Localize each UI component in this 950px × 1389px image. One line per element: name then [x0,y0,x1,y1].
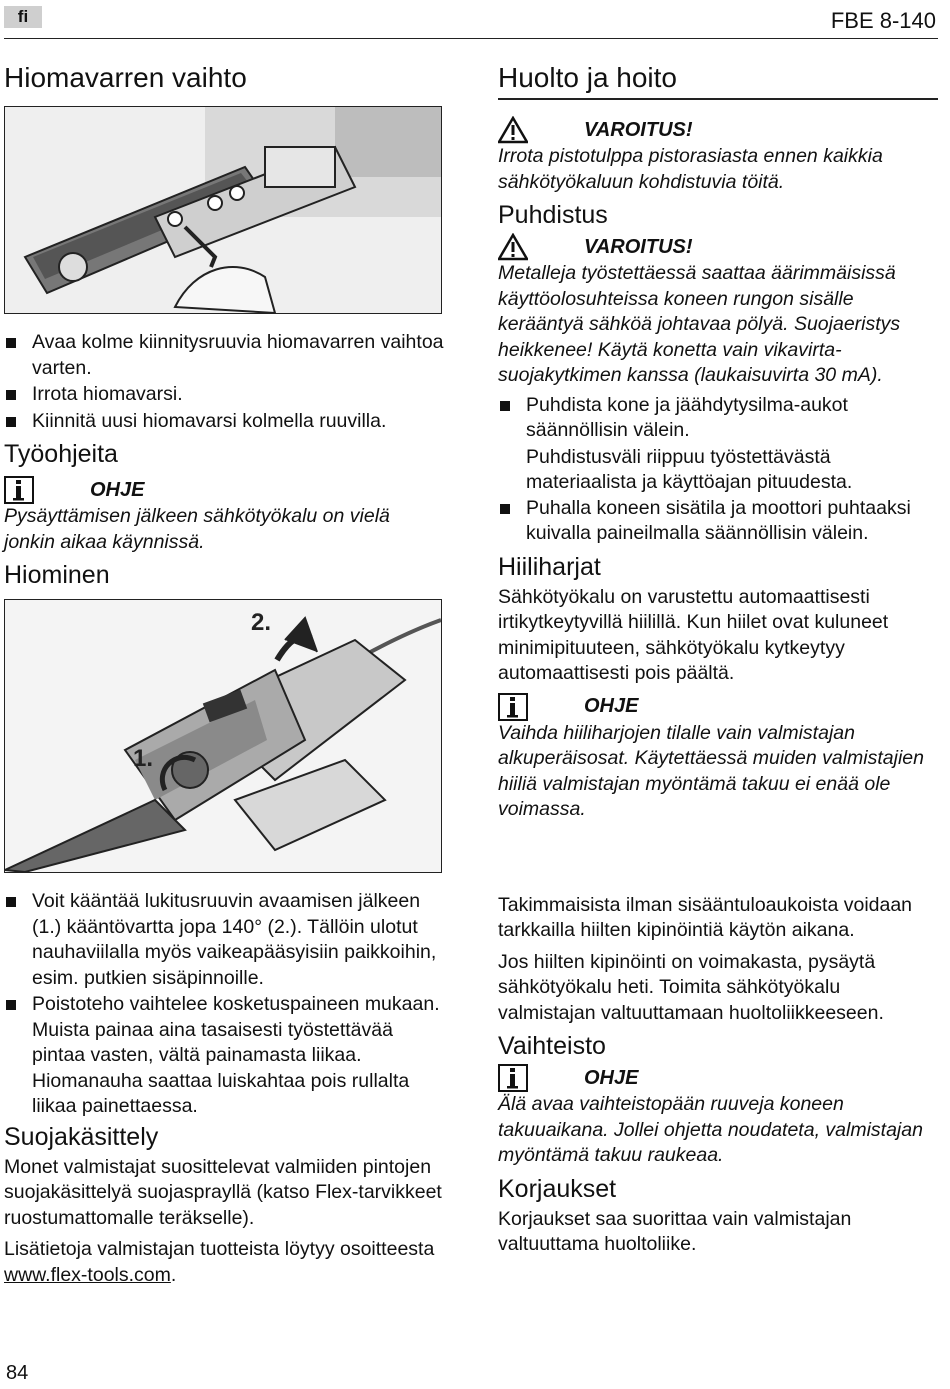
left-column [4,60,444,1290]
arm-change-figure [4,106,442,314]
spacer [498,827,938,893]
list-item: Puhdista kone ja jäähdytysilma-aukot säännöllisin välein. [498,393,938,444]
carbon-brushes-heading: Hiiliharjat [498,552,601,581]
list-item: Poistoteho vaihtelee kosketuspaineen mukaan. Muista painaa aina tasaisesti työstettävää pintaa vasten, vältä painamasta liikaa. Hiomanauha saattaa luiskahtaa pois rullalta liikaa painettaessa. [4,992,444,1120]
list-item: Avaa kolme kiinnitysruuvia hiomavarren vaihtoa varten. [4,330,444,381]
maintenance-title-block [498,60,938,100]
note-text: Älä avaa vaihteistopään ruuveja koneen takuuaikana. Jollei ohjetta noudateta, valmistajan myöntämä takuu raukeaa. [498,1093,923,1166]
protection-more-info: Lisätietoja valmistajan tuotteista löytyy osoitteesta www.flex-tools.com. [4,1238,435,1286]
figure-label-1: 1. [133,745,154,772]
cleaning-list [498,393,938,444]
list-item: Puhalla koneen sisätila ja moottori puhtaaksi kuivalla paineilmalla säännöllisin välein. [498,496,938,547]
info-icon [498,1064,528,1092]
note-label: OHJE [584,1066,639,1089]
warning-notice [498,116,938,195]
figure-label-2: 2. [251,609,272,636]
list-item: Voit kääntää lukitusruuvin avaamisen jälkeen (1.) kääntövartta jopa 140° (2.). Tällöin ulotut nauhaviilalla myös vaikeapääsyisiin paikkoihin, esim. putkien sisäpinnoille. [4,889,444,991]
arm-change-title: Hiomavarren vaihto [4,62,247,93]
warning-text: Metalleja työstettäessä saattaa äärimmäisissä käyttöolosuhteissa koneen rungon sisälle kerääntyä sähköä johtavaa pölyä. Suojaeristys heikkenee! Käytä konetta vain vikavirta-suojakytkimen kanssa (laukaisuvirta 30 mA). [498,262,901,386]
header-rule [4,38,938,39]
bullet-square-icon [6,417,16,427]
cleaning-interval-text: Puhdistusväli riippuu työstettävästä materiaalista ja käyttöajan pituudesta. [526,445,853,493]
note-label: OHJE [584,695,639,717]
bullet-square-icon [6,897,16,907]
warning-label: VAROITUS! [584,118,693,141]
repairs-heading: Korjaukset [498,1174,617,1203]
bullet-square-icon [6,1000,16,1010]
grinding-illustration [5,600,441,872]
note-text: Pysäyttämisen jälkeen sähkötyökalu on vielä jonkin aikaa käynnissä. [4,505,390,553]
note-label: OHJE [90,478,145,501]
carbon-brushes-text: Sähkötyökalu on varustettu automaattisesti irtikytkeytyvillä hiilillä. Kun hiilet ovat kuluneet minimipituuteen, sähkötyökalu kytkeytyy automaattisesti pois päältä. [498,585,889,684]
gearbox-note [498,1064,938,1169]
list-item: Kiinnitä uusi hiomavarsi kolmella ruuvilla. [4,409,444,435]
cleaning-heading: Puhdistus [498,201,608,229]
maintenance-title: Huolto ja hoito [498,62,678,93]
note-text: Vaihda hiiliharjojen tilalle vain valmistajan alkuperäisosat. Käytettäessä muiden valmistajien hiiliä valmistajan myöntämä takuu ei enää ole voimassa. [498,721,924,820]
website-link[interactable]: www.flex-tools.com [4,1263,171,1286]
info-icon [4,476,34,504]
arm-change-illustration [5,107,441,313]
sparking-text: Takimmaisista ilman sisääntuloaukoista voidaan tarkkailla hiilten kipinöintiä käytön aikana. [498,893,913,941]
arm-change-steps [4,330,444,434]
brush-note [498,693,938,823]
repairs-text: Korjaukset saa suorittaa vain valmistajan valtuuttama huoltoliike. [498,1207,852,1255]
bullet-square-icon [6,338,16,348]
warning-triangle-icon [498,116,528,144]
list-item: Irrota hiomavarsi. [4,382,444,408]
grinding-list [4,889,444,1120]
warning-triangle-icon [498,233,528,261]
warning-text: Irrota pistotulppa pistorasiasta ennen kaikkia sähkötyökaluun kohdistuvia töitä. [498,145,883,193]
protection-text: Monet valmistajat suosittelevat valmiiden pintojen suojakäsittelyä suojasprayllä (katso Flex-tarvikkeet ruostumattomalle teräkselle). [4,1155,442,1229]
sparking-action-text: Jos hiilten kipinöinti on voimakasta, pysäytä sähkötyökalu heti. Toimita sähkötyökalu valmistajan valtuuttamaan huoltoliikkeeseen. [498,950,884,1024]
protection-heading: Suojakäsittely [4,1122,159,1151]
bullet-square-icon [500,504,510,514]
page-number: 84 [6,1362,29,1384]
warning-label: VAROITUS! [584,235,693,258]
model-name: FBE 8-140 [830,8,936,33]
work-note [4,476,444,555]
cleaning-list-2 [498,496,938,547]
cleaning-warning [498,233,938,389]
grinding-heading: Hiominen [4,561,110,589]
bullet-square-icon [6,390,16,400]
work-instructions-heading: Työohjeita [4,440,118,468]
right-column [498,60,938,1260]
bullet-square-icon [500,401,510,411]
language-tag: fi [4,6,42,28]
info-icon [498,693,528,721]
grinding-figure [4,599,442,873]
gearbox-heading: Vaihteisto [498,1032,606,1060]
